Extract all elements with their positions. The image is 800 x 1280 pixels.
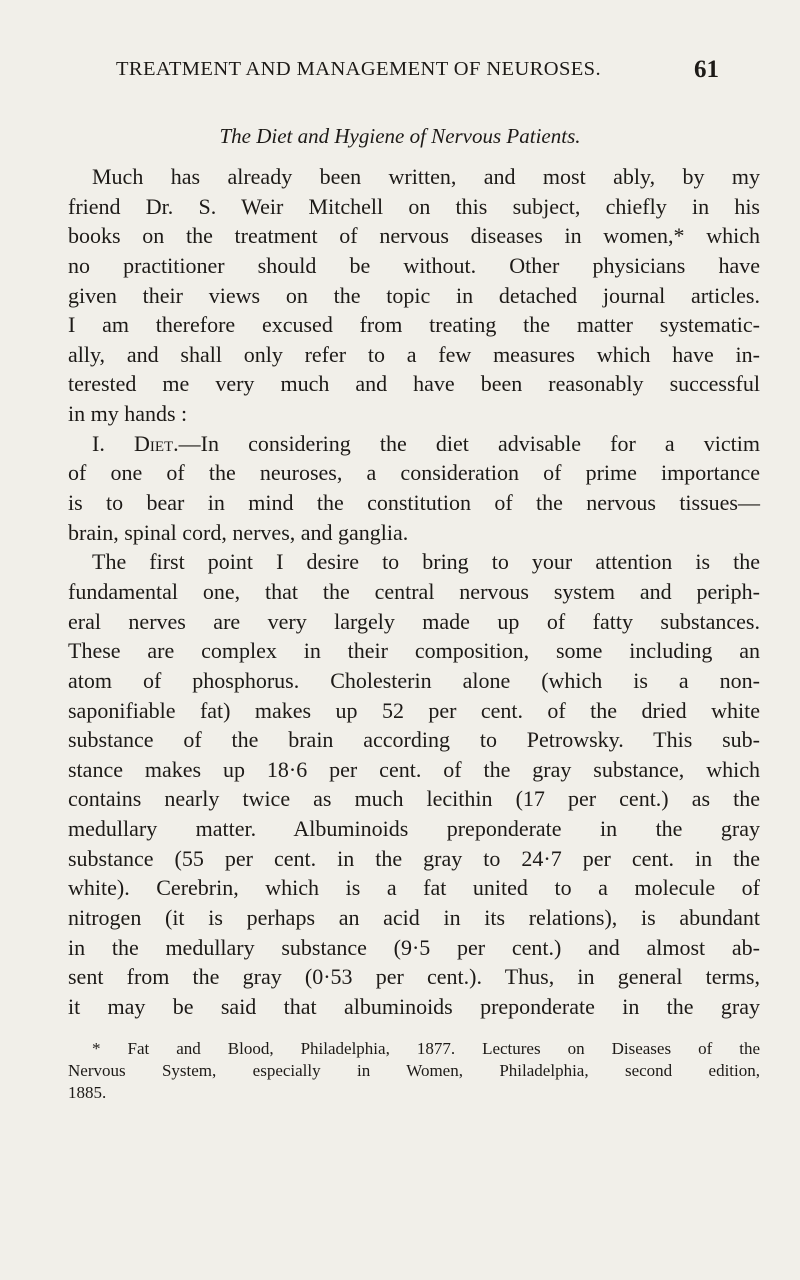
- text-line: eral nerves are very largely made up of fatty substances.: [68, 608, 760, 634]
- text-line: medullary matter. Albuminoids preponderate in the gray: [68, 816, 760, 842]
- text-line: is to bear in mind the constitution of the nervous tissues—: [68, 490, 760, 516]
- diet-line-text: —In considering the diet advisable for a victim: [178, 430, 761, 456]
- body-text: [68, 162, 760, 1022]
- page-number: 61: [694, 56, 719, 83]
- text-line: given their views on the topic in detached journal articles.: [68, 282, 760, 308]
- diet-label: Diet.: [133, 430, 179, 456]
- text-line: in my hands :: [68, 401, 188, 427]
- footnote-line: 1885.: [68, 1083, 107, 1102]
- diet-number: I.: [92, 430, 105, 456]
- text-line: books on the treatment of nervous diseases in women,* which: [68, 223, 760, 249]
- text-line: contains nearly twice as much lecithin (17 per cent.) as the: [68, 786, 760, 812]
- text-line: substance (55 per cent. in the gray to 24·7 per cent. in the: [68, 845, 760, 871]
- text-line: fundamental one, that the central nervous system and periph-: [68, 578, 760, 604]
- footnote-line: * Fat and Blood, Philadelphia, 1877. Lectures on Diseases of the: [92, 1039, 760, 1058]
- text-line: saponifiable fat) makes up 52 per cent. of the dried white: [68, 697, 760, 723]
- running-head: TREATMENT AND MANAGEMENT OF NEUROSES.: [116, 58, 601, 80]
- text-line: in the medullary substance (9·5 per cent.) and almost ab-: [68, 934, 760, 960]
- text-line: The first point I desire to bring to your attention is the: [92, 549, 760, 575]
- text-line: of one of the neuroses, a consideration of prime importance: [68, 460, 760, 486]
- text-line: stance makes up 18·6 per cent. of the gray substance, which: [68, 756, 760, 782]
- text-line: it may be said that albuminoids preponderate in the gray: [68, 993, 760, 1019]
- text-line: brain, spinal cord, nerves, and ganglia.: [68, 519, 409, 545]
- text-line: substance of the brain according to Petrowsky. This sub-: [68, 727, 760, 753]
- text-line: no practitioner should be without. Other physicians have: [68, 252, 760, 278]
- text-line: Much has already been written, and most ably, by my: [92, 164, 760, 189]
- text-line: sent from the gray (0·53 per cent.). Thus, in general terms,: [68, 964, 760, 990]
- text-line: white). Cerebrin, which is a fat united to a molecule of: [68, 875, 760, 901]
- footnote: [68, 1038, 760, 1104]
- text-line: friend Dr. S. Weir Mitchell on this subject, chiefly in his: [68, 193, 760, 219]
- footnote-line: Nervous System, especially in Women, Philadelphia, second edition,: [68, 1061, 760, 1080]
- section-title: The Diet and Hygiene of Nervous Patients.: [219, 124, 581, 148]
- text-line: atom of phosphorus. Cholesterin alone (which is a non-: [68, 667, 760, 693]
- text-line: These are complex in their composition, some including an: [68, 638, 760, 664]
- text-line: I am therefore excused from treating the matter systematic-: [68, 312, 760, 338]
- text-line: nitrogen (it is perhaps an acid in its relations), is abundant: [68, 905, 760, 931]
- diet-heading-line: [68, 429, 760, 459]
- text-line: ally, and shall only refer to a few measures which have in-: [68, 341, 760, 367]
- text-line: terested me very much and have been reasonably successful: [68, 371, 760, 397]
